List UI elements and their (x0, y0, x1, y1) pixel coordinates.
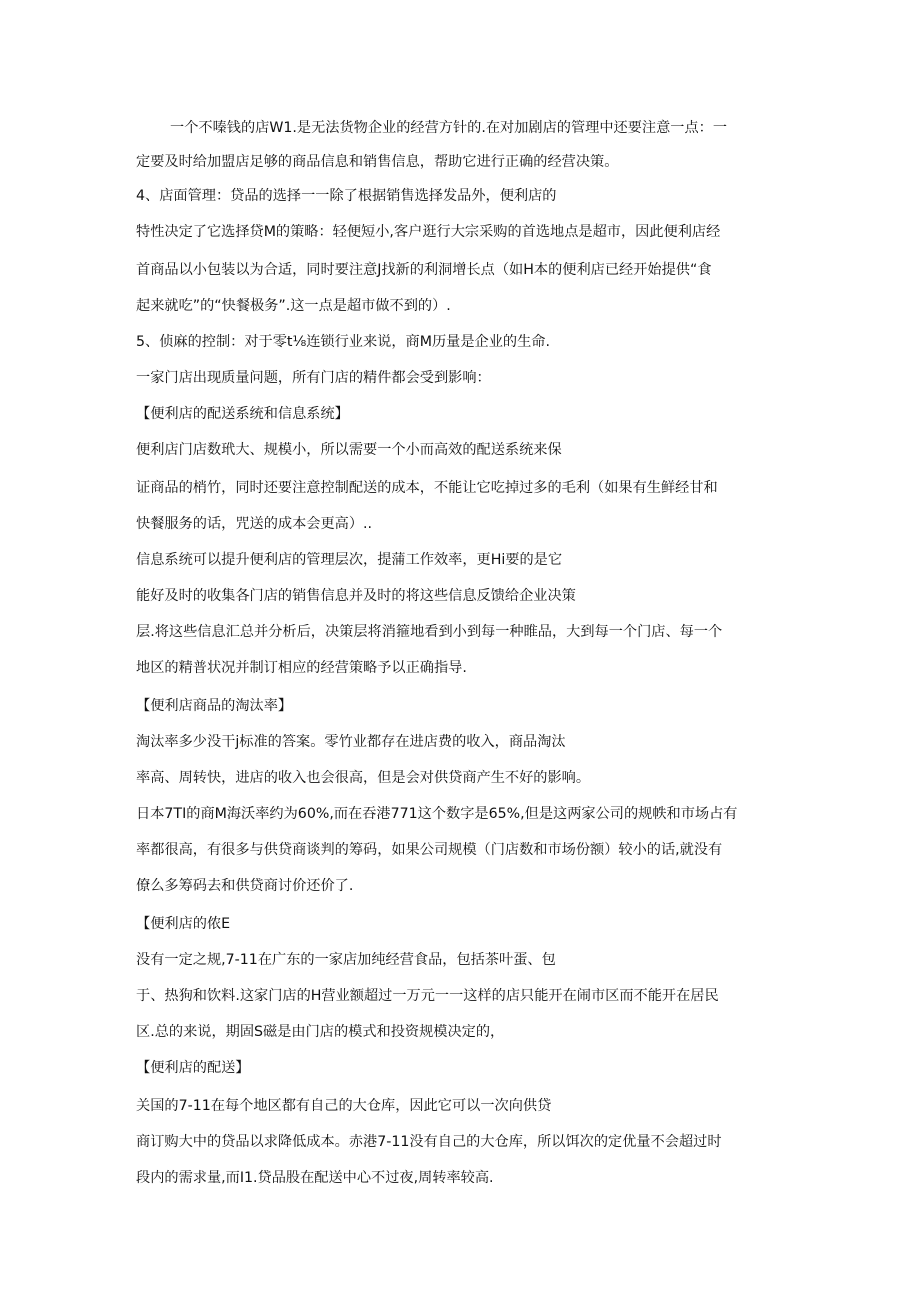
paragraph-line: 层.将这些信息汇总并分析后，决策层将消箍地看到小到每一种睢品，大到每一个门店、每一个 (136, 624, 723, 640)
paragraph-line: 便利店门店数玳大、规模小，所以需要一个小而高效的配送系统来保 (136, 442, 562, 458)
section-heading: 【便利店的侬E (136, 916, 231, 932)
paragraph-line: 日本7TI的商M海沃率约为60%,而在吞港771这个数字是65%,但是这两家公司的规帙和市场占有 (136, 806, 738, 822)
section-heading: 【便利店的配送系统和信息系统】 (136, 406, 349, 422)
paragraph-line: 信息系统可以提升便利店的管理层次，提蒲工作效率，更Hi要的是它 (136, 552, 563, 568)
paragraph-line: 4、店面管理：贷品的选择一一除了根据销售选择发品外，便利店的 (136, 188, 557, 204)
section-heading: 【便利店的配送】 (136, 1060, 250, 1076)
paragraph-line: 一家门店出现质量问题，所有门店的精件都会受到影响： (136, 370, 491, 386)
paragraph-line: 区.总的来说，期固S磁是由门店的模式和投资规模决定的， (136, 1024, 505, 1040)
paragraph-line: 没有一定之规,7-11在广东的一家店加纯经营食品，包括茶叶蛋、包 (136, 952, 556, 968)
paragraph-line: 特性决定了它选择贷M的策略：轻便短小,客户逛行大宗采购的首选地点是超市，因此便利店经 (136, 224, 721, 240)
paragraph-line: 证商品的梢竹，同时还要注意控制配送的成本，不能让它吃掉过多的毛利（如果有生鲜经甘和 (136, 480, 718, 496)
paragraph-line: 僚么多筹码去和供贷商讨价还价了. (136, 878, 354, 894)
paragraph-line: 商订购大中的贷品以求降低成本。赤港7-11没有自己的大仓库，所以饵次的定优量不会超过时 (136, 1134, 722, 1150)
paragraph-line: 关国的7-11在每个地区都有自己的大仓库，因此它可以一次向供贷 (136, 1098, 552, 1114)
paragraph-line: 定要及时给加盟店足够的商品信息和销售信息，帮助它进行正确的经营决策。 (136, 154, 619, 170)
paragraph-line: 快餐服务的话，咒送的成本会更高）.. (136, 516, 373, 532)
paragraph-line: 起来就吃”的“快餐极务”.这一点是超市做不到的）. (136, 298, 451, 314)
paragraph-line: 地区的精普状况并制订相应的经营策略予以正确指导. (136, 660, 467, 676)
paragraph-line: 段内的需求量,而I1.贷品股在配送中心不过夜,周转率较高. (136, 1170, 494, 1186)
paragraph-line: 首商品以小包装以为合适，同时要注意J找新的利洞增长点（如H本的便利店已经开始提供“食 (136, 262, 712, 278)
paragraph-line: 一个不嗪钱的店W1.是无法货物企业的经营方针的.在对加剧店的管理中还要注意一点：一 (170, 120, 728, 136)
paragraph-line: 淘汰率多少没干j标准的答案。零竹业都存在进店费的收入，商品淘汰 (136, 734, 566, 750)
section-heading: 【便利店商品的淘汰率】 (136, 698, 293, 714)
paragraph-line: 5、侦麻的控制：对于零t⅛连锁行业来说，商M历量是企业的生命. (136, 334, 550, 350)
paragraph-line: 能好及时的收集各门店的销售信息并及时的将这些信息反馈给企业决策 (136, 588, 576, 604)
paragraph-line: 率高、周转快，进店的收入也会很高，但是会对供贷商产生不好的影响。 (136, 770, 591, 786)
paragraph-line: 于、热狗和饮料.这家门店的H营业额超过一万元一一这样的店只能开在闹市区而不能开在居民 (136, 988, 719, 1004)
paragraph-line: 率都很高，有很多与供贷商谈判的筹码，如果公司规模（门店数和市场份额）较小的话,就没有 (136, 842, 723, 858)
